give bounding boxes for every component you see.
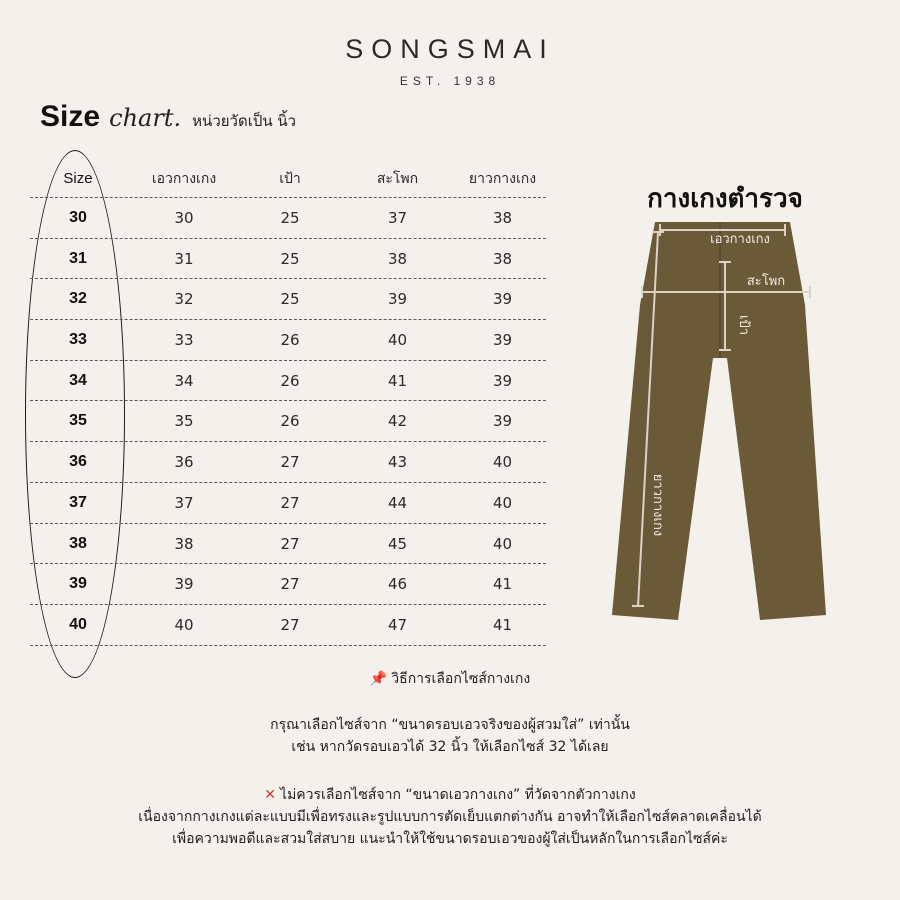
pants-title: กางเกงตำรวจ bbox=[647, 184, 803, 214]
size-guide-label: วิธีการเลือกไซส์กางเกง bbox=[391, 671, 531, 687]
row-rise: 25 bbox=[280, 249, 300, 268]
row-rise: 26 bbox=[280, 331, 300, 350]
instruction-line-1: กรุณาเลือกไซส์จาก “ขนาดรอบเอวจริงของผู้สวมใส่” เท่านั้น bbox=[270, 717, 630, 733]
pin-icon: 📌 bbox=[369, 671, 388, 687]
row-length: 39 bbox=[492, 290, 513, 309]
row-rise: 27 bbox=[280, 575, 300, 594]
waist-label: เอวกางเกง bbox=[710, 232, 770, 247]
row-size: 38 bbox=[69, 534, 87, 552]
row-hip: 40 bbox=[387, 331, 408, 350]
warning-line-1: ไม่ควรเลือกไซส์จาก “ขนาดเอวกางเกง” ที่วัดจากตัวกางเกง bbox=[280, 787, 636, 803]
table-row bbox=[30, 239, 546, 280]
row-length: 38 bbox=[492, 249, 513, 268]
row-hip: 42 bbox=[387, 412, 408, 431]
row-length: 40 bbox=[492, 534, 513, 553]
size-table bbox=[30, 160, 546, 646]
row-waist: 37 bbox=[174, 493, 194, 512]
row-rise: 27 bbox=[280, 453, 300, 472]
header-length: ยาวกางเกง bbox=[468, 171, 537, 187]
size-chart-title bbox=[40, 100, 296, 134]
row-length: 41 bbox=[492, 615, 513, 634]
row-size: 37 bbox=[69, 493, 87, 511]
row-size: 31 bbox=[69, 249, 87, 267]
row-waist: 36 bbox=[174, 453, 194, 472]
row-hip: 37 bbox=[387, 209, 408, 227]
row-length: 39 bbox=[492, 331, 513, 350]
row-waist: 34 bbox=[174, 371, 194, 390]
title-size: Size bbox=[40, 100, 101, 133]
row-length: 39 bbox=[492, 412, 513, 431]
pants-illustration bbox=[600, 210, 840, 630]
table-row bbox=[30, 361, 546, 402]
table-row bbox=[30, 401, 546, 442]
row-rise: 25 bbox=[280, 290, 300, 309]
table-row bbox=[30, 198, 546, 239]
row-waist: 32 bbox=[174, 290, 194, 309]
cross-icon: ✕ bbox=[264, 787, 277, 803]
row-size: 30 bbox=[69, 209, 87, 226]
row-hip: 43 bbox=[387, 453, 408, 472]
row-size: 39 bbox=[69, 575, 87, 593]
row-size: 36 bbox=[69, 453, 87, 471]
row-waist: 40 bbox=[174, 615, 194, 634]
row-size: 35 bbox=[69, 412, 87, 430]
warning-line-2: เนื่องจากกางเกงแต่ละแบบมีเพื่อทรงและรูปแบบการตัดเย็บแตกต่างกัน อาจทำให้เลือกไซส์คลาดเคลื่อนได้ bbox=[138, 809, 762, 825]
row-length: 40 bbox=[492, 453, 513, 472]
warning-line-3: เพื่อความพอดีและสวมใส่สบาย แนะนำให้ใช้ขนาดรอบเอวของผู้ใส่เป็นหลักในการเลือกไซส์ค่ะ bbox=[172, 831, 728, 847]
row-hip: 39 bbox=[387, 290, 408, 309]
row-rise: 27 bbox=[280, 534, 300, 553]
table-row bbox=[30, 483, 546, 524]
row-hip: 45 bbox=[387, 534, 408, 553]
row-hip: 44 bbox=[387, 493, 408, 512]
row-length: 38 bbox=[492, 209, 513, 227]
table-row bbox=[30, 279, 546, 320]
rise-label: เป้า bbox=[736, 315, 751, 335]
row-rise: 27 bbox=[280, 615, 300, 634]
row-hip: 41 bbox=[387, 371, 408, 390]
header-waist: เอวกางเกง bbox=[151, 171, 217, 187]
table-row bbox=[30, 524, 546, 565]
header-hip: สะโพก bbox=[376, 171, 419, 187]
row-waist: 35 bbox=[174, 412, 194, 431]
row-waist: 30 bbox=[174, 209, 194, 227]
title-unit: หน่วยวัดเป็น นิ้ว bbox=[192, 112, 297, 130]
row-hip: 47 bbox=[387, 615, 408, 634]
row-length: 41 bbox=[492, 575, 513, 594]
row-rise: 25 bbox=[280, 209, 300, 227]
hip-label: สะโพก bbox=[746, 274, 786, 289]
row-size: 34 bbox=[69, 371, 87, 389]
row-waist: 31 bbox=[174, 249, 194, 268]
row-size: 33 bbox=[69, 331, 87, 349]
row-size: 40 bbox=[69, 615, 87, 633]
table-row bbox=[30, 442, 546, 483]
brand-established: EST. 1938 bbox=[399, 74, 501, 88]
table-row bbox=[30, 320, 546, 361]
row-rise: 26 bbox=[280, 412, 300, 431]
row-waist: 38 bbox=[174, 534, 194, 553]
size-guide-heading bbox=[0, 668, 900, 690]
row-rise: 26 bbox=[280, 371, 300, 390]
brand-logo: SONGSMAI bbox=[345, 34, 555, 64]
warning-block bbox=[0, 784, 900, 850]
table-row bbox=[30, 605, 546, 646]
row-waist: 33 bbox=[174, 331, 194, 350]
instruction-block bbox=[0, 714, 900, 758]
row-length: 40 bbox=[492, 493, 513, 512]
table-row bbox=[30, 564, 546, 605]
row-hip: 46 bbox=[387, 575, 408, 594]
row-waist: 39 bbox=[174, 575, 194, 594]
row-hip: 38 bbox=[387, 249, 408, 268]
instruction-line-2: เช่น หากวัดรอบเอวได้ 32 นิ้ว ให้เลือกไซส์ 32 ได้เลย bbox=[291, 739, 609, 755]
header-size: Size bbox=[63, 170, 93, 187]
pants-shape bbox=[612, 222, 826, 620]
row-length: 39 bbox=[492, 371, 513, 390]
header-rise: เป้า bbox=[279, 171, 301, 187]
length-label: ยาวกางเกง bbox=[650, 473, 665, 537]
row-rise: 27 bbox=[280, 493, 300, 512]
row-size: 32 bbox=[69, 290, 87, 308]
title-chart: chart. bbox=[109, 104, 182, 132]
table-header-row bbox=[30, 160, 546, 198]
